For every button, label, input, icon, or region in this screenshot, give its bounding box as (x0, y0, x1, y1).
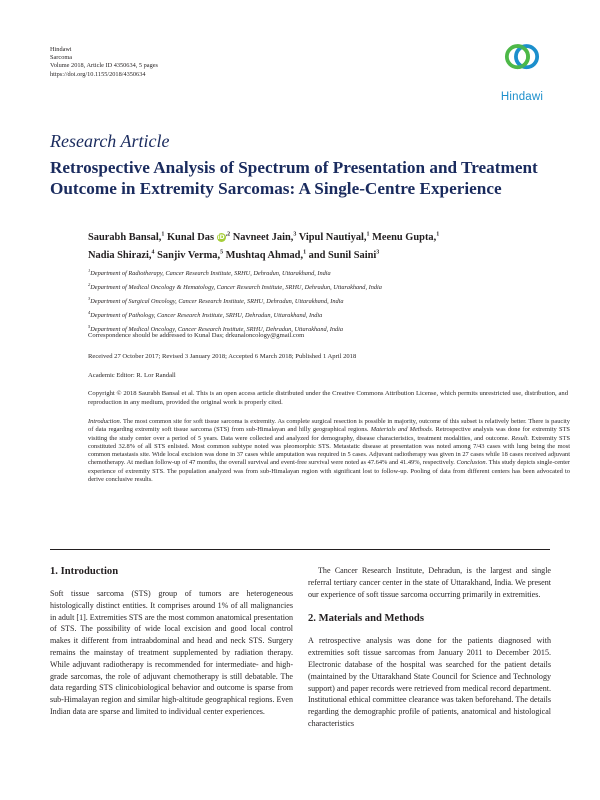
article-type: Research Article (50, 131, 170, 151)
publication-dates: Received 27 October 2017; Revised 3 January 2018; Accepted 6 March 2018; Published 1 April 2018 (88, 353, 357, 360)
methods-paragraph: A retrospective analysis was done for the patients diagnosed with extremities soft tissue sarcomas from January 2011 to December 2015. Electronic database of the hospital was searched for the patient details (maintained by the Uttarakhand State Council for Science and Technology support) and paper records were retrieved from medical record department. Institutional ethical committee clearance was taken beforehand. The details regarding the demographic profile of patients, anatomical and histological characteristics (308, 636, 551, 728)
left-column (50, 565, 293, 718)
affiliation: $^5$Department of Medical Oncology, Cancer Research Institute, SRHU, Dehradun, Uttarakhand, India (88, 323, 344, 333)
author: Nadia Shirazi,$^4$ (88, 249, 155, 262)
publisher-name: Hindawi (50, 46, 72, 53)
author: Meenu Gupta,$^1$ (372, 232, 440, 244)
author: and Sunil Saini$^3$ (308, 249, 380, 262)
journal-name: Sarcoma (50, 54, 73, 62)
author: Vipul Nautiyal,$^1$ (298, 232, 370, 244)
author-list (88, 228, 568, 264)
author: Sanjiv Verma,$^5$ (157, 249, 224, 262)
journal-meta (50, 46, 158, 79)
author: Saurabh Bansal,$^1$ (88, 232, 165, 244)
right-column (308, 565, 551, 730)
abstract: Introduction. The most common site for soft tissue sarcoma is extremity. As complete surgical resection is possible in majority, outcome of this subset is relatively better. There is paucity of data regarding extremity soft tissue sarcoma (STS) from sub-Himalayan and hilly geographical regions. Materials and Methods. Retrospective analysis was done for extremity STS visiting the study center over a period of 5 years. Data were collected and analyzed for demography, disease characteristics, treatment modalities, and outcome. Result. Extremity STS constituted 32.8% of all STS enlisted. Most common subtype noted was pleomorphic STS. Metastatic disease at presentation was noted among 7/43 cases with lung being the most common metastasis site. Wide local excision was done in 37 cases while amputation was required in 5 cases. Adjuvant radiotherapy was given in 27 cases while 18 cases received adjuvant chemotherapy. At median follow-up of 47 months, the overall survival and event-free survival were noted as 47.64% and 41.49%, respectively. Conclusion. This study depicts single-center experience of extremity STS. The population analyzed was from sub-Himalayan region with significant lost to follow-up. Pooling of data from different centers has been advocated to derive conclusive results. (88, 418, 571, 484)
author: Kunal Das $iD^{,2}$ (166, 232, 231, 244)
affiliation: $^4$Department of Pathology, Cancer Research Institute, SRHU, Dehradun, Uttarakhand, India (88, 309, 323, 319)
affiliation: $^1$Department of Radiotherapy, Cancer Research Institute, SRHU, Dehradun, Uttarakhand, India (88, 268, 331, 278)
hindawi-logo-icon (494, 40, 550, 90)
section-heading-introduction: 1. Introduction (50, 566, 119, 577)
affiliation: $^2$Department of Medical Oncology & Hematology, Cancer Research Institute, SRHU, Dehradun, Uttarakhand, India (88, 281, 382, 291)
section-heading-methods: 2. Materials and Methods (308, 613, 424, 625)
introduction-paragraph: Soft tissue sarcoma (STS) group of tumors are heterogeneous histologically distinct entities. It comprises around 1% of all malignancies in adult [1]. Extremities STS are the most common anatomical presentation of STS. The possibility of wide local excision and good local control makes it different from intraabdominal and head and neck STS. Surgery remains the mainstay of treatment supplemented by radiation therapy. While adjuvant radiotherapy is recommended for intermediate- and high-grade sarcomas, the role of adjuvant chemotherapy is still debatable. The data regarding STS clinicobiological behavior and outcome is sparse from sub-Himalayan region and similar high-altitude geographical regions. Even Indian data are sparse and limited to individual center experiences. (50, 589, 293, 716)
author: Mushtaq Ahmad,$^1$ (225, 249, 307, 262)
article-title: Retrospective Analysis of Spectrum of Presentation and Treatment Outcome in Extremity Sarcomas: A Single-Centre Experience (50, 158, 538, 198)
doi-link[interactable]: https://doi.org/10.1155/2018/4350634 (50, 70, 146, 78)
affiliation: $^3$Department of Surgical Oncology, Cancer Research Institute, SRHU, Dehradun, Uttarakhand, India (88, 295, 344, 305)
section-divider (50, 549, 550, 550)
hindawi-logo-text: Hindawi (500, 91, 544, 103)
affiliation-list (88, 266, 568, 335)
correspondence: Correspondence should be addressed to Kunal Das; drkunaloncology@gmail.com (88, 332, 305, 339)
academic-editor: Academic Editor: R. Lor Randall (88, 372, 176, 379)
copyright-notice: Copyright © 2018 Saurabh Bansal et al. This is an open access article distributed under the Creative Commons Attribution License, which permits unrestricted use, distribution, and reproduction in any medium, provided the original work is properly cited. (88, 390, 568, 406)
volume-line: Volume 2018, Article ID 4350634, 5 pages (50, 62, 158, 70)
orcid-icon[interactable]: iD (217, 234, 225, 242)
body-paragraph: The Cancer Research Institute, Dehradun, is the largest and single referral tertiary cancer center in the state of Uttarakhand, India. We present our experience of soft tissue sarcoma occurring primarily in extremities. (308, 566, 551, 599)
author: Navneet Jain,$^3$ (232, 232, 297, 244)
